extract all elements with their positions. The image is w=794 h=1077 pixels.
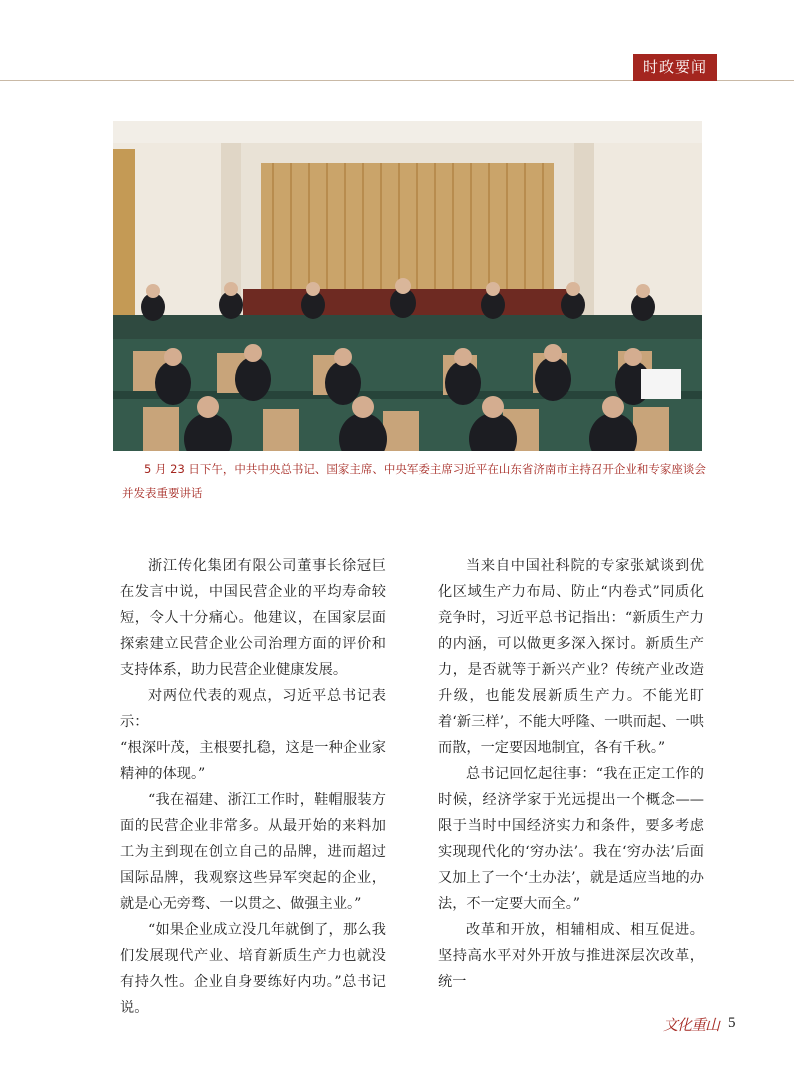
paragraph: 当来自中国社科院的专家张斌谈到优化区域生产力布局、防止“内卷式”同质化竞争时，习近平总书记指出：“新质生产力的内涵，可以做更多深入探讨。新质生产力，是否就等于新兴产业？传统产业改造升级，也能发展新质生产力。不能光盯着‘新三样’，不能大呼隆、一哄而起、一哄而散，一定要因地制宜，各有千秋。” bbox=[438, 558, 704, 756]
photo-caption: 5 月 23 日下午，中共中央总书记、国家主席、中央军委主席习近平在山东省济南市主持召开企业和专家座谈会并发表重要讲话 bbox=[122, 462, 706, 500]
page-number: 5 bbox=[728, 1015, 736, 1031]
paragraph: 对两位代表的观点，习近平总书记表示： bbox=[120, 688, 386, 730]
paragraph: 浙江传化集团有限公司董事长徐冠巨在发言中说，中国民营企业的平均寿命较短，令人十分痛心。他建议，在国家层面探索建立民营企业公司治理方面的评价和支持体系，助力民营企业健康发展。 bbox=[120, 558, 386, 678]
paragraph: “根深叶茂，主根要扎稳，这是一种企业家精神的体现。” bbox=[120, 740, 386, 782]
paragraph: “我在福建、浙江工作时，鞋帽服装方面的民营企业非常多。从最开始的来料加工为主到现在创立自己的品牌，进而超过国际品牌，我观察这些异军突起的企业，就是心无旁骛、一以贯之、做强主业。” bbox=[120, 792, 386, 912]
section-tag: 时政要闻 bbox=[633, 54, 717, 81]
paragraph: 改革和开放，相辅相成、相互促进。坚持高水平对外开放与推进深层次改革，统一 bbox=[438, 922, 704, 990]
paragraph: 总书记回忆起往事：“我在正定工作的时候，经济学家于光远提出一个概念——限于当时中国经济实力和条件，要多考虑实现现代化的‘穷办法’。我在‘穷办法’后面又加上了一个‘土办法’，就是适应当地的办法，不一定要大而全。” bbox=[438, 766, 704, 912]
meeting-photo bbox=[113, 121, 702, 451]
magazine-logo: 文化重山 bbox=[663, 1016, 720, 1034]
article-left-column bbox=[120, 553, 386, 1021]
paragraph: “如果企业成立没几年就倒了，那么我们发展现代产业、培育新质生产力也就没有持久性。企业自身要练好内功。”总书记说。 bbox=[120, 922, 386, 1016]
article-right-column bbox=[438, 553, 704, 995]
